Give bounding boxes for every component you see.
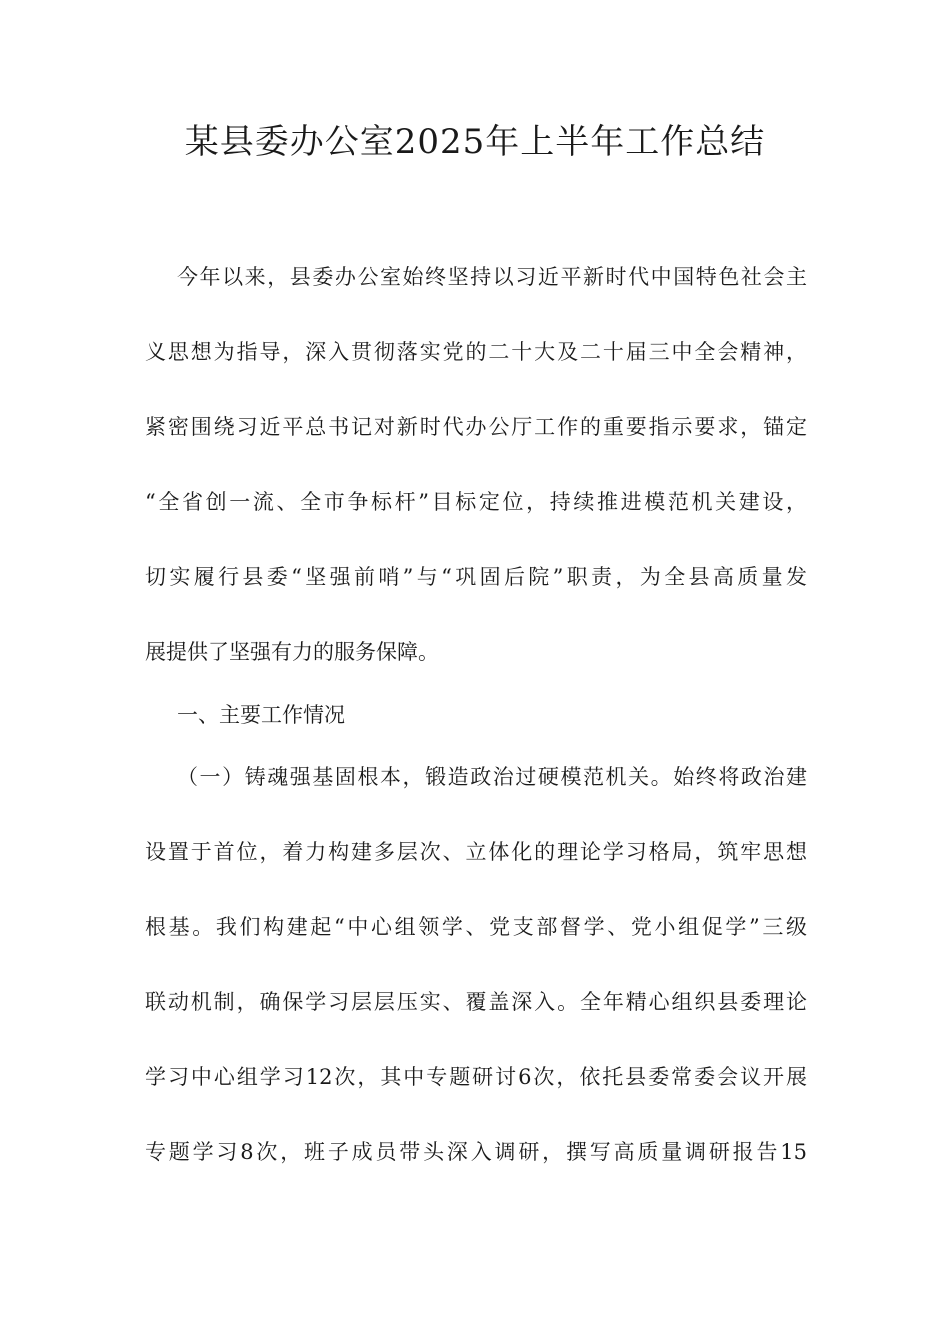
paragraph-1-line-4: “全省创一流、全市争标杆”目标定位，持续推进模范机关建设，	[145, 490, 807, 514]
document-title: 某县委办公室2025年上半年工作总结	[184, 122, 766, 162]
paragraph-1-line-1: 今年以来，县委办公室始终坚持以习近平新时代中国特色社会主	[177, 265, 807, 289]
paragraph-1-line-2: 义思想为指导，深入贯彻落实党的二十大及二十届三中全会精神，	[145, 340, 807, 364]
paragraph-2-line-3: 根基。我们构建起“中心组领学、党支部督学、党小组促学”三级	[145, 915, 807, 939]
paragraph-2-line-4: 联动机制，确保学习层层压实、覆盖深入。全年精心组织县委理论	[145, 990, 807, 1014]
paragraph-1-line-5: 切实履行县委“坚强前哨”与“巩固后院”职责，为全县高质量发	[145, 565, 807, 589]
paragraph-2-line-6: 专题学习8次，班子成员带头深入调研，撰写高质量调研报告15	[145, 1140, 807, 1164]
paragraph-1-line-3: 紧密围绕习近平总书记对新时代办公厅工作的重要指示要求，锚定	[145, 415, 807, 439]
paragraph-2-line-2: 设置于首位，着力构建多层次、立体化的理论学习格局，筑牢思想	[145, 840, 807, 864]
paragraph-2-line-5: 学习中心组学习12次，其中专题研讨6次，依托县委常委会议开展	[145, 1065, 807, 1089]
paragraph-1-line-6: 展提供了坚强有力的服务保障。	[145, 640, 439, 664]
paragraph-2-line-1: （一）铸魂强基固根本，锻造政治过硬模范机关。始终将政治建	[177, 765, 807, 789]
section-heading: 一、主要工作情况	[177, 703, 345, 727]
